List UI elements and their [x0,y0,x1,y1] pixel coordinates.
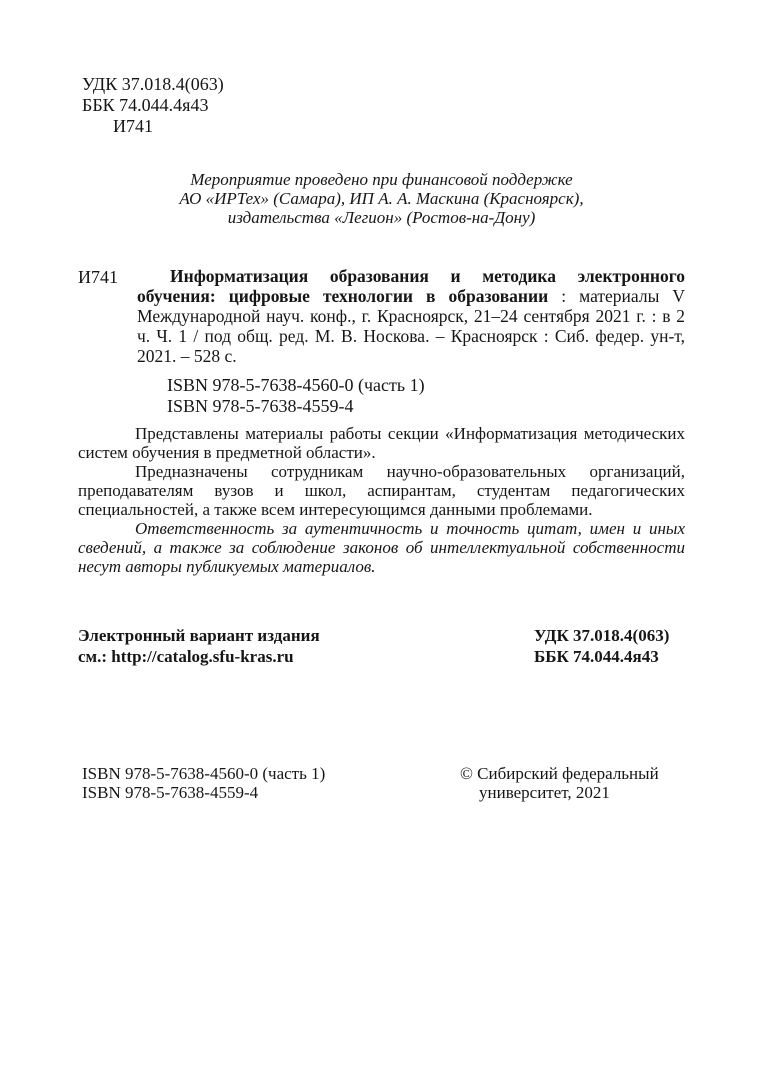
bbk-code-top: ББК 74.044.4я43 [82,95,209,115]
isbn-part1: ISBN 978-5-7638-4560-0 (часть 1) [167,375,425,395]
catalog-url: см.: http://catalog.sfu-kras.ru [78,647,294,666]
isbn-bottom-part1: ISBN 978-5-7638-4560-0 (часть 1) [82,764,326,783]
isbn-block [167,375,425,417]
annotation-para-contents: Представлены материалы работы секции «Информатизация методических систем обучения в предметной области». [78,424,685,462]
annotation-block [78,424,685,576]
udk-code-bottom: УДК 37.018.4(063) [534,626,670,645]
bib-title: Информатизация образования и методика электронного обучения: цифровые технологии в образовании [137,266,685,306]
udk-code-top: УДК 37.018.4(063) [82,74,224,94]
bib-index-label: И741 [78,267,118,287]
top-codes-block [82,74,224,137]
bib-imprint: : материалы V Международной науч. конф., г. Красноярск, 21–24 сентября 2021 г. : в 2 ч. Ч. 1 / под общ. ред. М. В. Носкова. – Красноярск : Сиб. федер. ун-т, 2021. – 528 с. [137,286,685,366]
isbn-full: ISBN 978-5-7638-4559-4 [167,396,354,416]
bib-description [137,266,685,366]
bbk-code-bottom: ББК 74.044.4я43 [534,647,659,666]
annotation-para-audience: Предназначены сотрудникам научно-образовательных организаций, преподавателям вузов и школ, аспирантам, студентам педагогических специальностей, а также всем интересующимся данными проблемами. [78,462,685,519]
responsibility-note: Ответственность за аутентичность и точность цитат, имен и иных сведений, а также за соблюдение законов об интеллектуальной собственности несут авторы публикуемых материалов. [78,519,685,576]
electronic-edition-label: Электронный вариант издания [78,626,320,645]
copyright-notice [460,764,659,802]
copyright-line-2: университет, 2021 [479,783,610,802]
funding-line-1: Мероприятие проведено при финансовой поддержке [190,170,573,189]
bottom-codes-block [534,625,669,667]
isbn-bottom-full: ISBN 978-5-7638-4559-4 [82,783,259,802]
copyright-line-1: © Сибирский федеральный [460,764,659,783]
isbn-bottom-block [82,764,325,802]
author-sign-top: И741 [113,116,153,136]
funding-line-3: издательства «Легион» (Ростов-на-Дону) [227,208,536,227]
funding-line-2: АО «ИРТех» (Самара), ИП А. А. Маскина (Красноярск), [179,189,584,208]
electronic-edition-note [78,625,320,667]
funding-note [78,170,685,227]
